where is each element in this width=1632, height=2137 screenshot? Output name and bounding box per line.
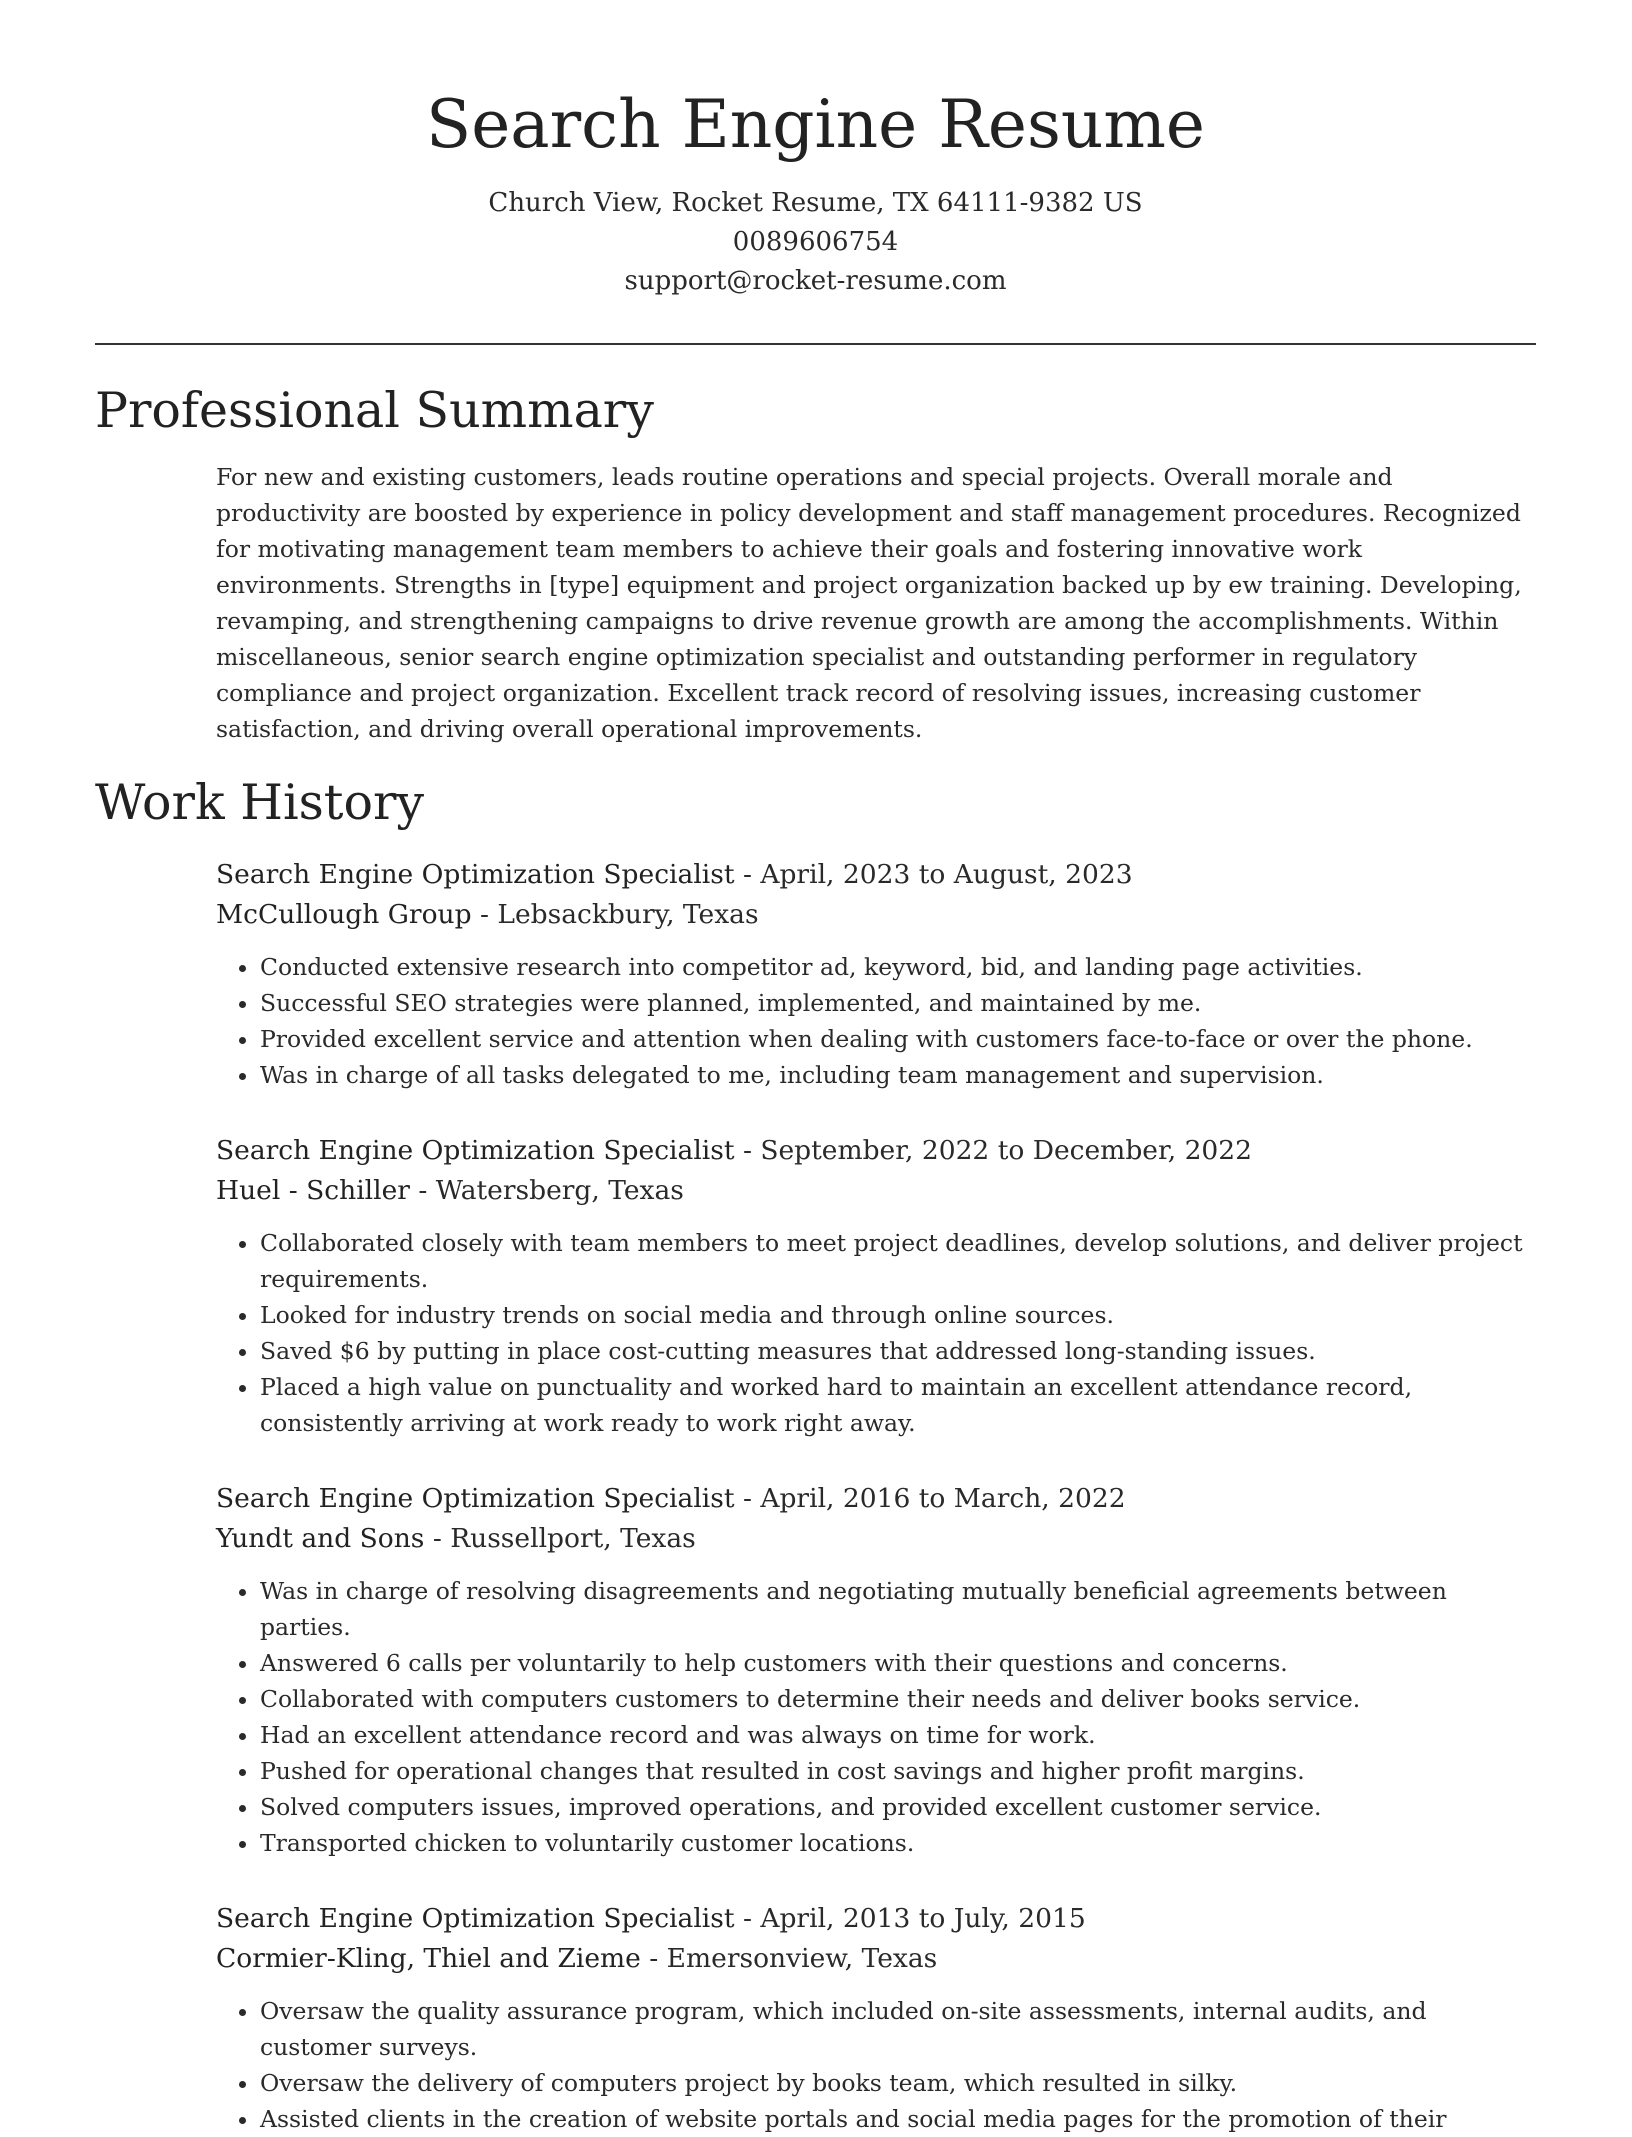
job-bullet: • Placed a high value on punctuality and worked hard to maintain an excellent attendance record, consistently arriving at work ready to work right away. [260, 1369, 1536, 1441]
job-company-line [216, 1519, 1536, 1559]
job-bullet: • Collaborated closely with team members to meet project deadlines, develop solutions, and deliver project requirements. [260, 1225, 1536, 1297]
work-history-heading: Work History [95, 774, 425, 831]
job-bullet: • Transported chicken to voluntarily customer locations. [260, 1825, 1536, 1861]
job-company: Cormier-Kling, Thiel and Zieme [216, 1943, 641, 1974]
job-bullet: • Saved $6 by putting in place cost-cutting measures that addressed long-standing issues. [260, 1333, 1536, 1369]
job-bullet: • Was in charge of all tasks delegated to me, including team management and supervision. [260, 1057, 1536, 1093]
job-bullet: • Was in charge of resolving disagreements and negotiating mutually beneficial agreements between parties. [260, 1573, 1536, 1645]
job-location: - Emersonview, Texas [640, 1943, 938, 1974]
contact-block [95, 184, 1536, 301]
job-role: Search Engine Optimization Specialist [216, 1483, 735, 1514]
address-line: Church View, Rocket Resume, TX 64111-9382 US [488, 188, 1143, 218]
job-title-line [216, 1899, 1536, 1939]
email-line: support@rocket-resume.com [624, 266, 1007, 296]
job-entry [216, 855, 1536, 1093]
job-bullet: • Solved computers issues, improved operations, and provided excellent customer service. [260, 1789, 1536, 1825]
job-bullet: • Successful SEO strategies were planned, implemented, and maintained by me. [260, 985, 1536, 1021]
header-divider [95, 343, 1536, 345]
job-entry [216, 1131, 1536, 1441]
resume-header [95, 0, 1536, 301]
job-bullet-list [216, 1573, 1536, 1861]
job-company-line [216, 1171, 1536, 1211]
job-role: Search Engine Optimization Specialist [216, 859, 735, 890]
job-company: Yundt and Sons [216, 1523, 425, 1554]
job-company-line [216, 895, 1536, 935]
job-title-line [216, 1479, 1536, 1519]
job-location: - Russellport, Texas [424, 1523, 696, 1554]
job-bullet: • Pushed for operational changes that resulted in cost savings and higher profit margins. [260, 1753, 1536, 1789]
job-bullet-list [216, 1993, 1536, 2137]
job-location: - Watersberg, Texas [409, 1175, 684, 1206]
job-bullet: • Oversaw the delivery of computers project by books team, which resulted in silky. [260, 2065, 1536, 2101]
job-company: McCullough Group [216, 899, 472, 930]
job-bullet: • Assisted clients in the creation of website portals and social media pages for the promotion of their [260, 2101, 1536, 2137]
job-entry [216, 1479, 1536, 1861]
summary-text: For new and existing customers, leads routine operations and special projects. Overall morale and productivity are boosted by experience in policy development and staff management procedures. Recognized for motivating management team members to achieve their goals and fostering innovative work environments. Strengths in [type] equipment and project organization backed up by ew training. Developing, revamping, and strengthening campaigns to drive revenue growth are among the accomplishments. Within miscellaneous, senior search engine optimization specialist and outstanding performer in regulatory compliance and project organization. Excellent track record of resolving issues, increasing customer satisfaction, and driving overall operational improvements. [216, 463, 1522, 743]
job-role: Search Engine Optimization Specialist [216, 1135, 735, 1166]
job-dates: - September, 2022 to December, 2022 [734, 1135, 1253, 1166]
job-bullet: • Answered 6 calls per voluntarily to help customers with their questions and concerns. [260, 1645, 1536, 1681]
job-company-line [216, 1939, 1536, 1979]
job-dates: - April, 2023 to August, 2023 [734, 859, 1133, 890]
job-entry [216, 1899, 1536, 2137]
job-dates: - April, 2013 to July, 2015 [734, 1903, 1086, 1934]
job-title-line [216, 855, 1536, 895]
summary-heading: Professional Summary [95, 382, 654, 439]
work-history-list [216, 855, 1536, 2137]
job-role: Search Engine Optimization Specialist [216, 1903, 735, 1934]
phone-line: 0089606754 [732, 227, 899, 257]
job-bullet: • Provided excellent service and attention when dealing with customers face-to-face or over the phone. [260, 1021, 1536, 1057]
job-bullet: • Collaborated with computers customers to determine their needs and deliver books service. [260, 1681, 1536, 1717]
job-dates: - April, 2016 to March, 2022 [734, 1483, 1126, 1514]
job-location: - Lebsackbury, Texas [471, 899, 759, 930]
job-bullet-list [216, 1225, 1536, 1441]
job-company: Huel - Schiller [216, 1175, 410, 1206]
resume-page [95, 0, 1536, 2137]
resume-name: Search Engine Resume [426, 86, 1205, 163]
job-bullet: • Oversaw the quality assurance program, which included on-site assessments, internal audits, and customer surveys. [260, 1993, 1536, 2065]
job-bullet: • Conducted extensive research into competitor ad, keyword, bid, and landing page activities. [260, 949, 1536, 985]
job-bullet-list [216, 949, 1536, 1093]
job-bullet: • Looked for industry trends on social media and through online sources. [260, 1297, 1536, 1333]
job-bullet: • Had an excellent attendance record and was always on time for work. [260, 1717, 1536, 1753]
job-title-line [216, 1131, 1536, 1171]
